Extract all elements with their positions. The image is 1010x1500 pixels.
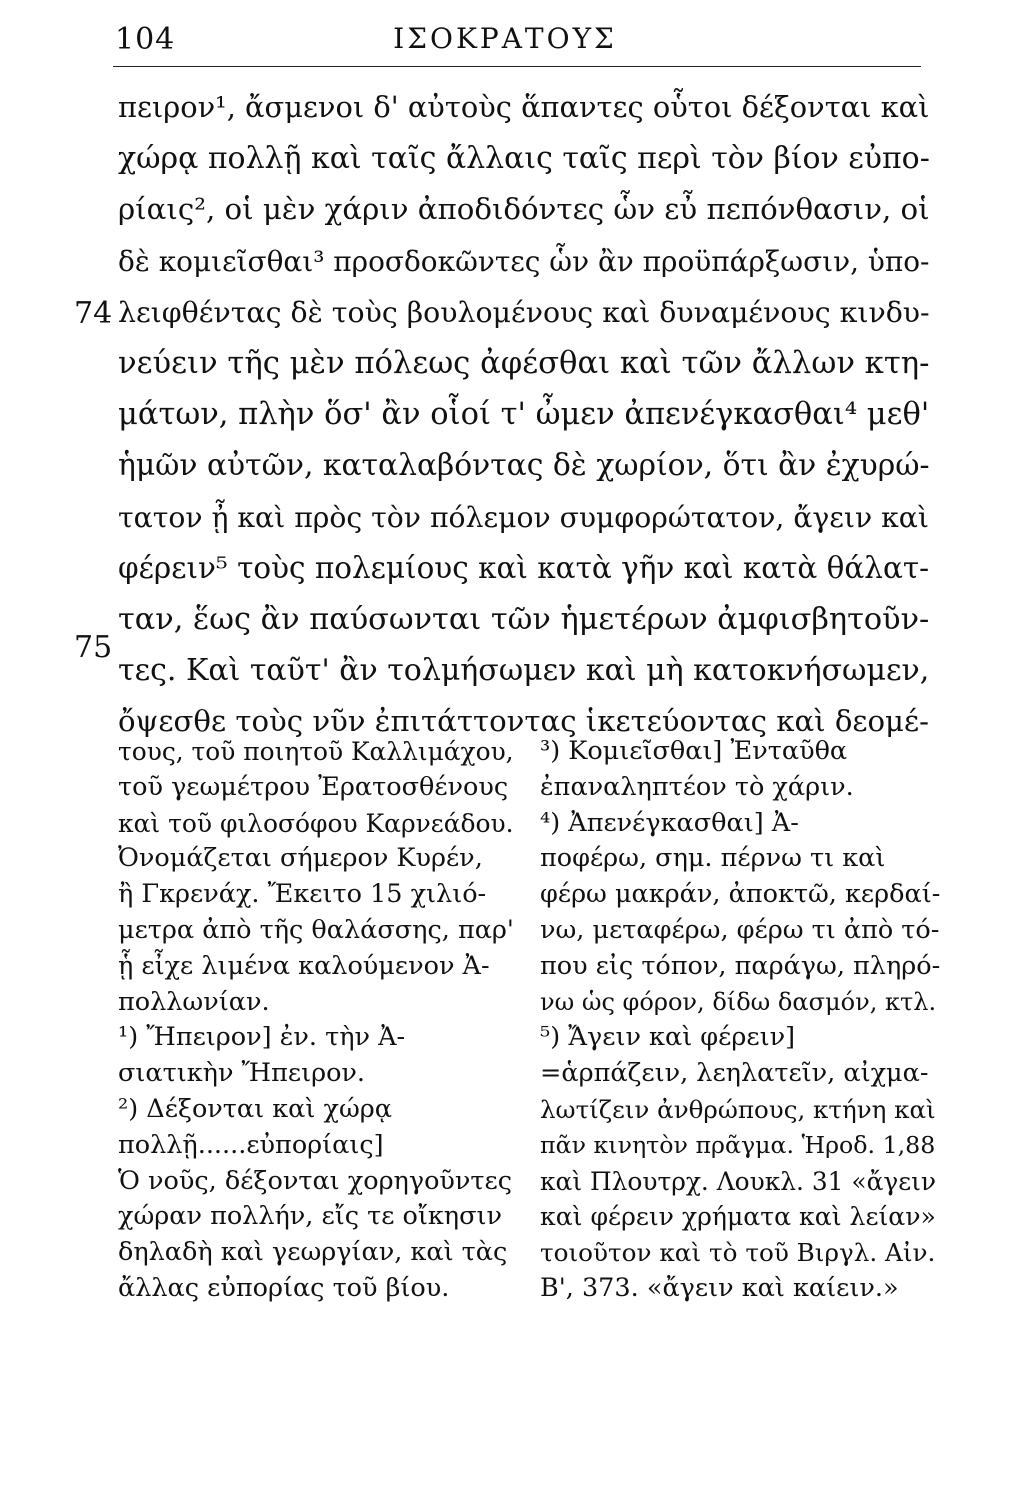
footnote-line: πᾶν κινητὸν πρᾶγμα. Ἡροδ. 1,88	[540, 1130, 936, 1159]
footnote-line: τους, τοῦ ποιητοῦ Καλλιμάχου,	[118, 737, 514, 766]
footnote-line: ³) Κομιεῖσθαι] Ἐνταῦθα	[540, 736, 848, 766]
footnote-line: πολλωνίαν.	[118, 986, 270, 1017]
footnote-line: ἢ Γκρενάχ. Ἔκειτο 15 χιλιό-	[118, 879, 487, 910]
footnote-line: ²) Δέξονται καὶ χώρᾳ	[118, 1093, 392, 1124]
footnotes-left-column	[118, 734, 518, 1307]
footnote-line: καὶ φέρειν χρήματα καὶ λείαν»	[540, 1202, 936, 1232]
footnote-line: καὶ Πλουτρχ. Λουκλ. 31 «ἄγειν	[540, 1166, 936, 1196]
main-text-line: ὄψεσθε τοὺς νῦν ἐπιτάττοντας ἱκετεύοντας καὶ δεομέ-	[118, 704, 929, 739]
footnote-line: τοιοῦτον καὶ τὸ τοῦ Βιργλ. Αἰν.	[540, 1238, 936, 1268]
footnote-line: ¹) Ἤπειρον] ἐν. τὴν Ἀ-	[118, 1022, 406, 1053]
main-text-line: ἡμῶν αὐτῶν, καταλαβόντας δὲ χωρίον, ὅτι ἂν ἐχυρώ-	[118, 448, 930, 484]
main-text-line: ρίαις², οἱ μὲν χάριν ἀποδιδόντες ὧν εὖ πεπόνθασιν, οἱ	[118, 192, 930, 227]
main-text	[118, 82, 938, 747]
footnote-line: ⁵) Ἄγειν καὶ φέρειν]	[540, 1022, 796, 1053]
main-text-line: νεύειν τῆς μὲν πόλεως ἀφέσθαι καὶ τῶν ἄλλων κτη-	[118, 345, 930, 381]
main-text-line: τες. Καὶ ταῦτ' ἂν τολμήσωμεν καὶ μὴ κατοκνήσωμεν,	[118, 653, 930, 689]
footnote-line: που εἰς τόπον, παράγω, πληρό-	[540, 950, 941, 981]
main-text-line: ταν, ἕως ἂν παύσωνται τῶν ἡμετέρων ἀμφισβητοῦν-	[118, 601, 930, 637]
main-text-line: τατον ᾖ καὶ πρὸς τὸν πόλεμον συμφορώτατον, ἄγειν καὶ	[118, 500, 929, 534]
page-number: 104	[115, 22, 176, 57]
footnote-line: Ὁ νοῦς, δέξονται χορηγοῦντες	[118, 1165, 513, 1196]
section-number-75: 75	[74, 630, 113, 665]
footnote-line: νω ὡς φόρον, δίδω δασμόν, κτλ.	[540, 987, 937, 1016]
footnote-line: σιατικὴν Ἤπειρον.	[118, 1058, 366, 1089]
footnote-line: Β', 373. «ἄγειν καὶ καίειν.»	[540, 1272, 899, 1303]
footnote-line: Ὀνομάζεται σήμερον Κυρέν,	[118, 843, 483, 874]
footnote-line: νω, μεταφέρω, φέρω τι ἀπὸ τό-	[540, 914, 940, 945]
footnote-line: ποφέρω, σημ. πέρνω τι καὶ	[540, 843, 886, 874]
footnote-line: τοῦ γεωμέτρου Ἐρατοσθένους	[118, 771, 509, 802]
main-text-line: δὲ κομιεῖσθαι³ προσδοκῶντες ὧν ἂν προϋπάρξωσιν, ὑπο-	[118, 244, 930, 278]
footnote-line: ⁴) Ἀπενέγκασθαι] Ἀ-	[540, 807, 799, 838]
footnote-line: λωτίζειν ἀνθρώπους, κτήνη καὶ	[540, 1094, 936, 1124]
footnote-line: ἐπαναληπτέον τὸ χάριν.	[540, 771, 854, 802]
main-text-line: μάτων, πλὴν ὅσ' ἂν οἷοί τ' ὦμεν ἀπενέγκασθαι⁴ μεθ'	[118, 397, 930, 433]
footnote-line: ᾗ εἶχε λιμένα καλούμενον Ἀ-	[118, 950, 490, 981]
main-text-line: χώρᾳ πολλῇ καὶ ταῖς ἄλλαις ταῖς περὶ τὸν βίον εὐπο-	[118, 141, 930, 177]
footnote-line: πολλῇ......εὐπορίαις]	[118, 1129, 384, 1160]
footnote-line: =ἁρπάζειν, λεηλατεῖν, αἰχμα-	[540, 1058, 929, 1089]
main-text-line: λειφθέντας δὲ τοὺς βουλομένους καὶ δυναμένους κινδυ-	[118, 295, 930, 329]
footnote-line: καὶ τοῦ φιλοσόφου Καρνεάδου.	[118, 808, 514, 838]
footnote-line: μετρα ἀπὸ τῆς θαλάσσης, παρ'	[118, 914, 514, 945]
footnote-line: χώραν πολλήν, εἴς τε οἴκησιν	[118, 1201, 502, 1232]
section-number-74: 74	[74, 296, 113, 331]
running-head: ΙΣΟΚΡΑΤΟΥΣ	[393, 22, 617, 55]
footnotes-right-column	[540, 734, 940, 1307]
main-text-line: φέρειν⁵ τοὺς πολεμίους καὶ κατὰ γῆν καὶ κατὰ θάλατ-	[118, 550, 930, 585]
main-text-line: πειρον¹, ἄσμενοι δ' αὐτοὺς ἅπαντες οὗτοι δέξονται καὶ	[118, 90, 930, 124]
footnote-line: ἄλλας εὐπορίας τοῦ βίου.	[118, 1272, 450, 1303]
header-rule	[113, 66, 921, 67]
footnote-line: δηλαδὴ καὶ γεωργίαν, καὶ τὰς	[118, 1237, 508, 1268]
footnote-line: φέρω μακράν, ἀποκτῶ, κερδαί-	[540, 879, 941, 910]
